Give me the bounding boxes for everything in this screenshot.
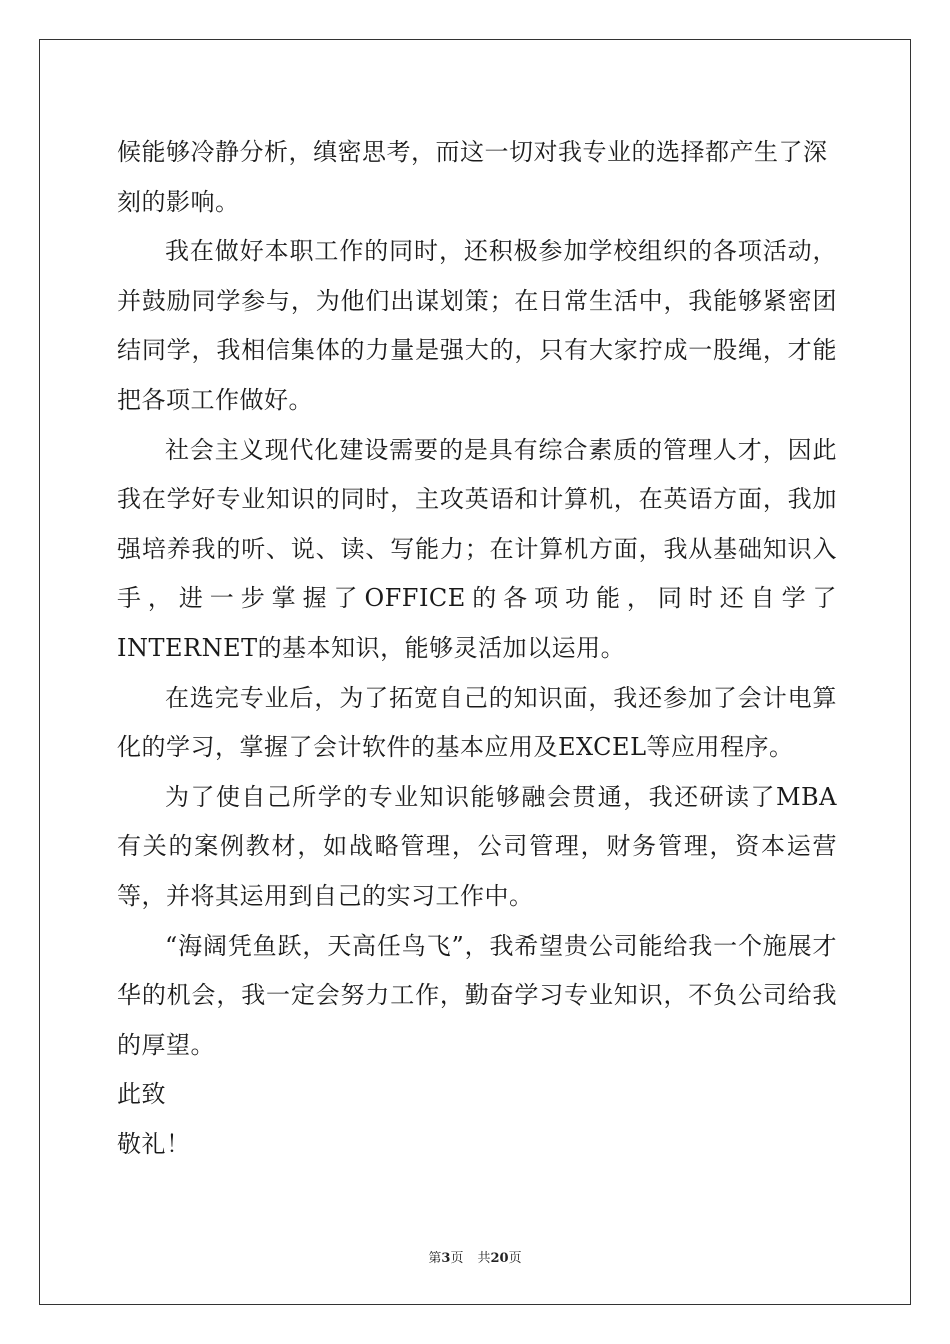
total-pages: 20 <box>490 1251 509 1266</box>
paragraph-skills: 社会主义现代化建设需要的是具有综合素质的管理人才，因此我在学好专业知识的同时，主攻英语和计算机，在英语方面，我加强培养我的听、说、读、写能力；在计算机方面，我从基础知识入手，进一步掌握了OFFICE的各项功能，同时还自学了INTERNET的基本知识，能够灵活加以运用。 <box>117 435 837 662</box>
page-footer <box>0 1247 950 1266</box>
total-prefix: 共 <box>477 1251 491 1266</box>
salutation-line: 此致 <box>117 1080 166 1109</box>
paragraph-continuation: 候能够冷静分析，缜密思考，而这一切对我专业的选择都产生了深刻的影响。 <box>117 138 828 216</box>
paragraph-activities: 我在做好本职工作的同时，还积极参加学校组织的各项活动，并鼓励同学参与，为他们出谋划策；在日常生活中，我能够紧密团结同学，我相信集体的力量是强大的，只有大家拧成一股绳，才能把各项工作做好。 <box>117 237 837 414</box>
paragraph-mba: 为了使自己所学的专业知识能够融会贯通，我还研读了MBA有关的案例教材，如战略管理，公司管理，财务管理，资本运营等，并将其运用到自己的实习工作中。 <box>117 782 837 910</box>
page-prefix: 第 <box>428 1251 442 1266</box>
paragraph-closing: “海阔凭鱼跃，天高任鸟飞”，我希望贵公司能给我一个施展才华的机会，我一定会努力工作，勤奋学习专业知识，不负公司给我的厚望。 <box>117 931 837 1059</box>
paragraph-accounting: 在选完专业后，为了拓宽自己的知识面，我还参加了会计电算化的学习，掌握了会计软件的基本应用及EXCEL等应用程序。 <box>117 683 837 762</box>
page-suffix: 页 <box>450 1251 464 1266</box>
regards-line: 敬礼！ <box>117 1129 191 1158</box>
total-suffix: 页 <box>508 1251 522 1266</box>
document-body <box>117 128 837 1169</box>
page-number: 3 <box>441 1251 451 1266</box>
